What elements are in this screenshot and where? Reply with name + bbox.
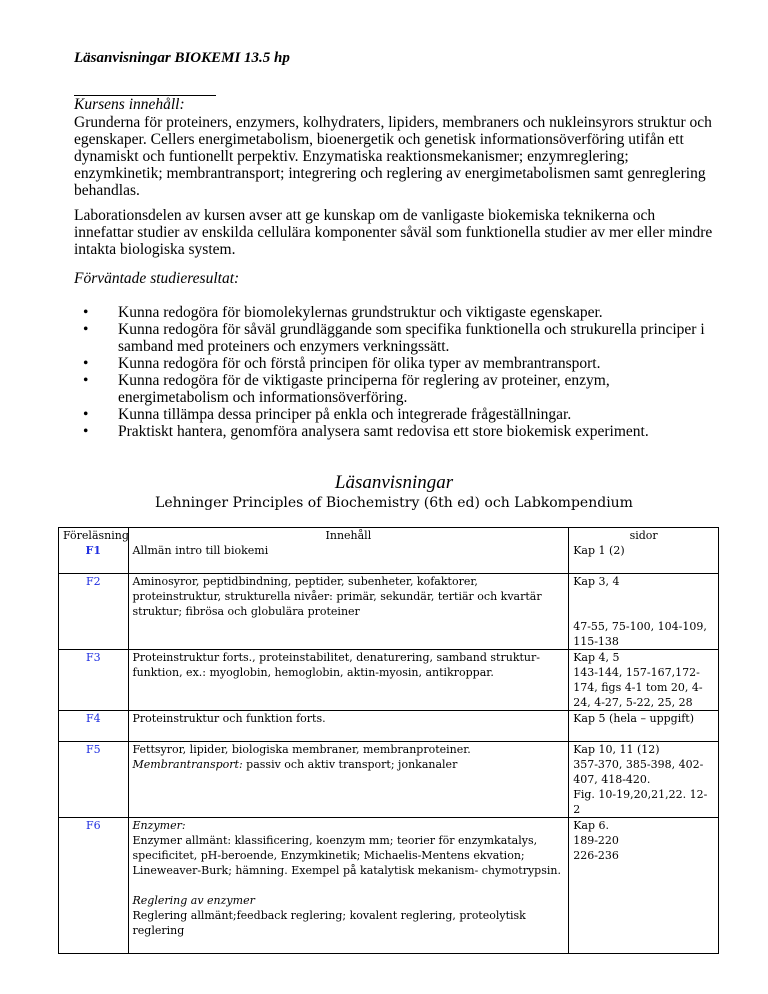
pages-text: Kap 4, 5: [573, 651, 620, 664]
outcome-item: • Kunna redogöra för de viktigaste principerna för reglering av proteiner, enzym, energimetabolism och informationsöverföring.: [74, 372, 714, 406]
lecture-code: F1: [85, 544, 101, 557]
lecture-code: F3: [59, 650, 129, 711]
pages-text: 143-144, 157-167,172-174, figs 4-1 tom 20, 4-24, 4-27, 5-22, 25, 28: [573, 666, 703, 709]
document-title: Läsanvisningar BIOKEMI 13.5 hp: [74, 50, 290, 66]
lecture-code: F6: [59, 818, 129, 954]
outcomes-list: [74, 304, 714, 440]
pages-cell: [569, 818, 719, 954]
content-cell: [128, 528, 569, 574]
pages-text: Kap 10, 11 (12): [573, 743, 660, 756]
lecture-code: F4: [59, 711, 129, 742]
table-row: [59, 818, 719, 954]
pages-text: Kap 6.: [573, 819, 610, 832]
pages-cell: [569, 650, 719, 711]
course-content-heading: Kursens innehåll:: [74, 96, 185, 113]
course-content-section: [74, 96, 714, 199]
content-text: Proteinstruktur forts., proteinstabilitet, denaturering, samband struktur-funktion, ex.: myoglobin, hemoglobin, aktin-myosin, antikroppar.: [128, 650, 569, 711]
pages-text: Fig. 10-19,20,21,22. 12-2: [573, 788, 708, 816]
content-label: Membrantransport:: [132, 758, 243, 771]
outcome-item: • Praktiskt hantera, genomföra analysera samt redovisa ett store biokemisk experiment.: [74, 423, 714, 440]
table-row: [59, 528, 719, 574]
lab-paragraph: Laborationsdelen av kursen avser att ge kunskap om de vanligaste biokemiska teknikerna och innefattar studier av enskilda cellulära komponenter såväl som funktionella studier av mer eller mindre intakta biologiska system.: [74, 207, 713, 258]
outcomes-heading: Förväntade studieresultat:: [74, 270, 240, 287]
reading-title: Läsanvisningar: [334, 472, 454, 493]
lecture-cell: [59, 528, 129, 574]
header-pages: sidor: [629, 529, 658, 542]
content-text: Reglering allmänt;feedback reglering; kovalent reglering, proteolytisk reglering: [132, 909, 526, 937]
table-row: [59, 711, 719, 742]
pages-text: 47-55, 75-100, 104-109, 115-138: [573, 620, 707, 648]
content-text: Fettsyror, lipider, biologiska membraner, membranproteiner.: [132, 743, 471, 756]
content-cell: [128, 818, 569, 954]
content-heading: Enzymer:: [132, 819, 186, 832]
outcome-item: • Kunna redogöra för såväl grundläggande som specifika funktionella och strukurella principer i samband med proteiners och enzymers verkningssätt.: [74, 321, 714, 355]
outcome-item: • Kunna tillämpa dessa principer på enkla och integrerade frågeställningar.: [74, 406, 714, 423]
pages-text: Kap 5 (hela – uppgift): [569, 711, 719, 742]
pages-text: 357-370, 385-398, 402-407, 418-420.: [573, 758, 704, 786]
header-lecture: Föreläsning: [63, 529, 129, 542]
content-text: Proteinstruktur och funktion forts.: [128, 711, 569, 742]
lecture-code: F2: [59, 574, 129, 650]
outcome-item: • Kunna redogöra för biomolekylernas grundstruktur och viktigaste egenskaper.: [74, 304, 714, 321]
lecture-code: F5: [59, 742, 129, 818]
pages-cell: [569, 528, 719, 574]
content-cell: [128, 742, 569, 818]
header-content: Innehåll: [325, 529, 372, 542]
content-text: passiv och aktiv transport; jonkanaler: [242, 758, 458, 771]
reading-subtitle: Lehninger Principles of Biochemistry (6th ed) och Labkompendium: [155, 495, 633, 511]
pages-text: Kap 3, 4: [573, 575, 620, 588]
pages-cell: [569, 574, 719, 650]
pages-text: 226-236: [573, 849, 619, 862]
content-text: Aminosyror, peptidbindning, peptider, subenheter, kofaktorer, proteinstruktur, strukturella nivåer: primär, sekundär, tertiär och kvartär struktur; fibrösa och globulära proteiner: [128, 574, 569, 650]
outcome-item: • Kunna redogöra för och förstå principen för olika typer av membrantransport.: [74, 355, 714, 372]
pages-text: Kap 1 (2): [573, 544, 625, 557]
table-row: [59, 650, 719, 711]
content-text: Allmän intro till biokemi: [132, 544, 269, 557]
course-content-paragraph: Grunderna för proteiners, enzymers, kolhydraters, lipiders, membraners och nukleinsyrors struktur och egenskaper. Cellers energimetabolism, bioenergetik och genetisk informationsöverföring utifån ett dynamiskt och funtionellt perpektiv. Enzymatiska reaktionsmekanismer; enzymreglering; enzymkinetik; membrantransport; integrering och reglering av energimetabolismen samt genreglering behandlas.: [74, 114, 712, 199]
content-heading: Reglering av enzymer: [132, 894, 255, 907]
table-row: [59, 742, 719, 818]
table-row: [59, 574, 719, 650]
content-text: Enzymer allmänt: klassificering, koenzym mm; teorier för enzymkatalys, specificitet, pH-beroende, Enzymkinetik; Michaelis-Mentens ekvation; Lineweaver-Burk; hämning. Exempel på katalytisk mekanism- chymotrypsin.: [132, 834, 561, 877]
pages-text: 189-220: [573, 834, 619, 847]
pages-cell: [569, 742, 719, 818]
reading-schedule-table: [58, 527, 719, 954]
